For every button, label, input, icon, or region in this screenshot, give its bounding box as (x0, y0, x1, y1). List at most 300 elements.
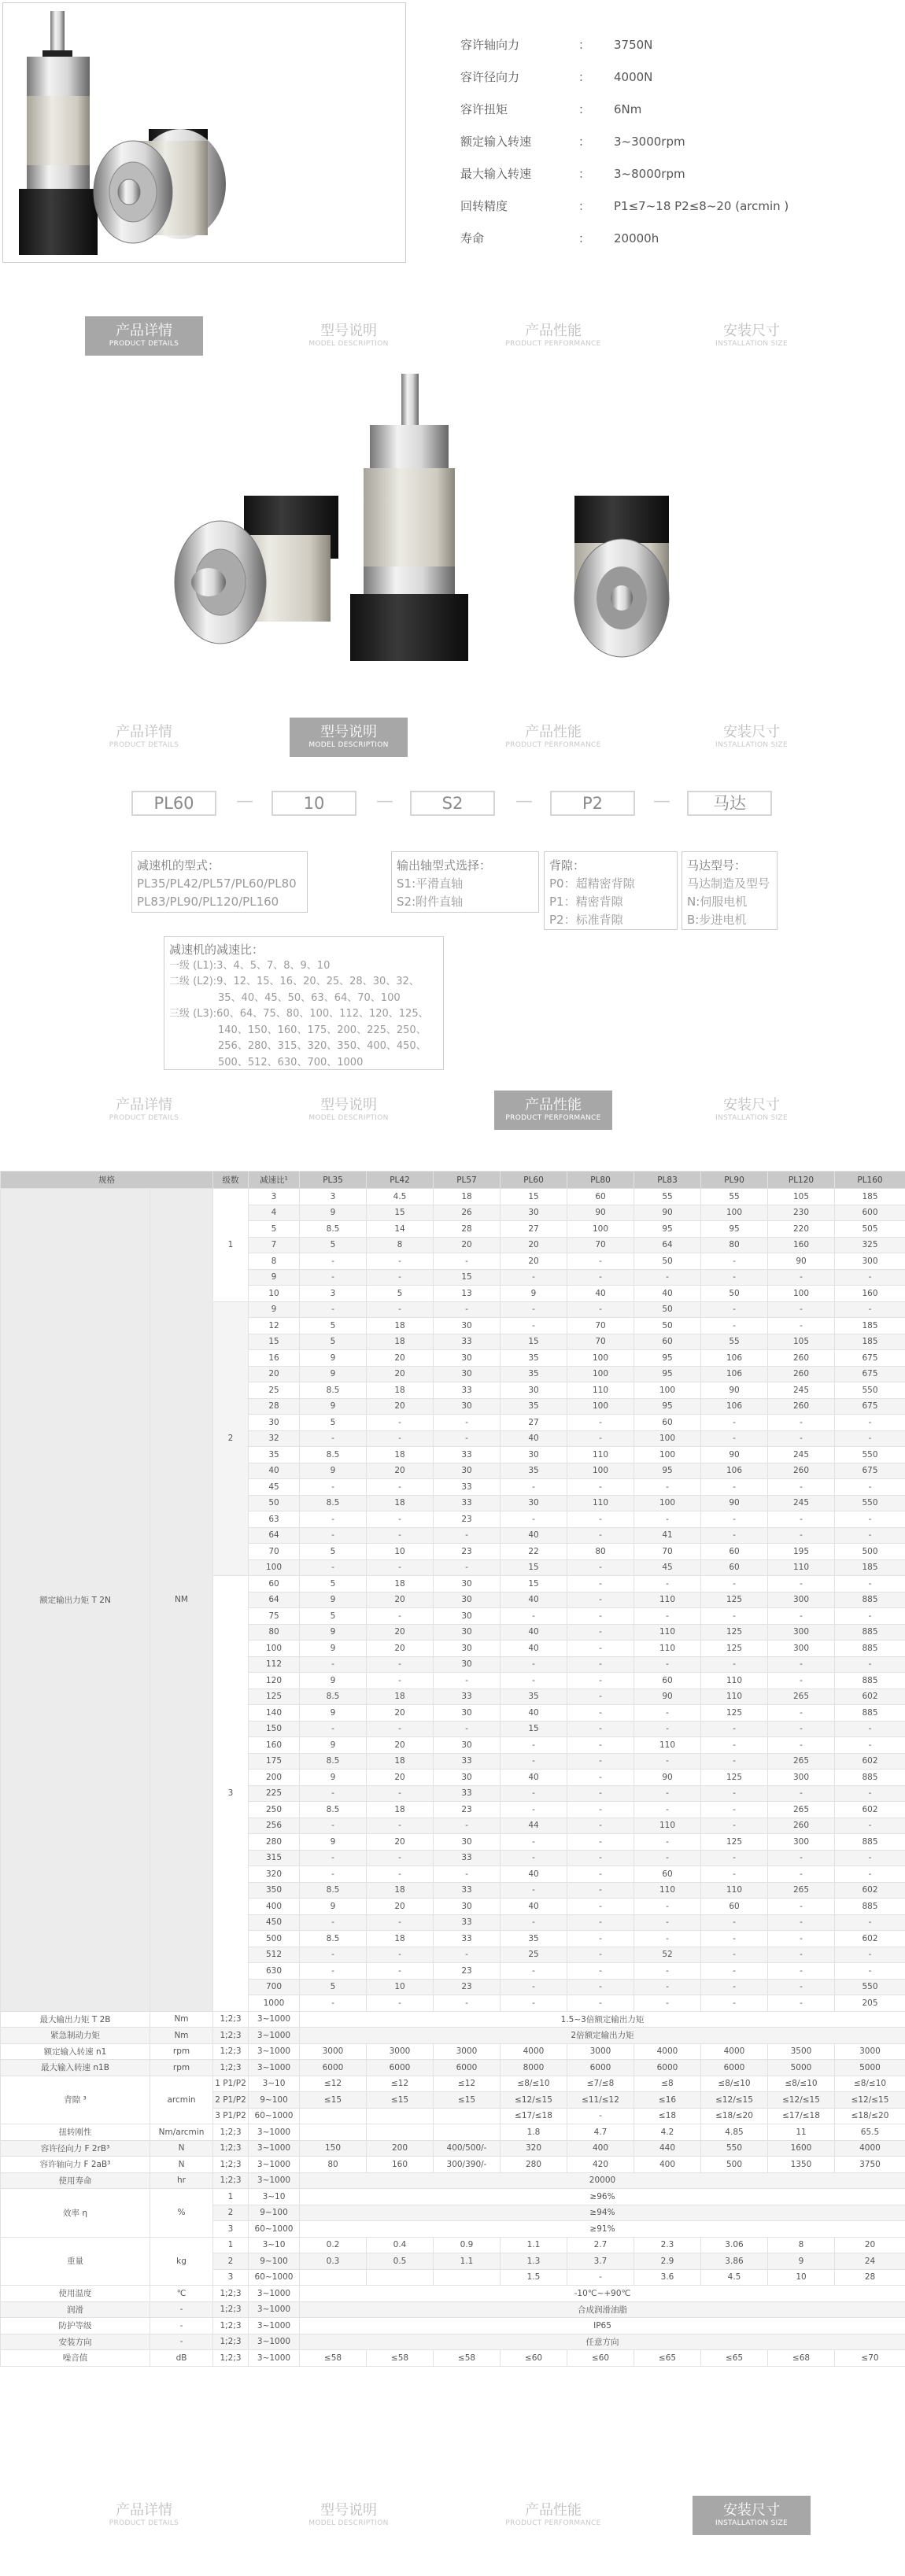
table-cell: - (300, 1866, 367, 1883)
table-cell: - (367, 1995, 434, 2012)
table-cell: 30 (249, 1415, 300, 1431)
table-cell: 100 (567, 1398, 634, 1415)
tab-label: 产品性能 (525, 724, 582, 740)
tab-label: 型号说明 (320, 323, 377, 339)
table-cell: - (835, 1269, 905, 1286)
tab-sublabel: MODEL DESCRIPTION (308, 741, 389, 749)
table-cell: - (634, 1656, 701, 1673)
table-cell: 20 (367, 1592, 434, 1608)
table-cell: 885 (835, 1899, 905, 1915)
table-cell: 9 (300, 1640, 367, 1657)
table-cell: ≤58 (434, 2350, 501, 2367)
spec-row (460, 230, 659, 246)
tab-installation-size[interactable] (693, 2496, 811, 2535)
table-cell: ≤17/≤18 (501, 2108, 567, 2124)
header-cell: PL60 (501, 1172, 567, 1189)
table-cell: - (768, 1899, 835, 1915)
stage-cell: 3 (213, 2221, 249, 2238)
table-cell: 110 (634, 1624, 701, 1640)
table-cell: 885 (835, 1834, 905, 1851)
table-cell: 185 (835, 1318, 905, 1334)
table-cell: 70 (567, 1334, 634, 1350)
table-cell: - (501, 1963, 567, 1980)
table-cell: - (567, 2108, 634, 2124)
table-cell: - (501, 1656, 567, 1673)
table-cell: 125 (701, 1705, 768, 1722)
table-cell: 30 (501, 1205, 567, 1221)
table-cell: 90 (567, 1205, 634, 1221)
table-cell: 265 (768, 1753, 835, 1770)
table-cell: 400/500/- (434, 2140, 501, 2157)
gearbox-product-image (3, 3, 405, 262)
table-cell: 40 (501, 1624, 567, 1640)
note-line: P0：超精密背隙 (549, 877, 635, 891)
table-cell: - (300, 1818, 367, 1834)
table-cell: 185 (835, 1189, 905, 1205)
table-row (1, 2334, 905, 2350)
header-cell: 规格 (1, 1172, 213, 1189)
spec-row (460, 101, 641, 117)
table-cell: 20 (501, 1253, 567, 1270)
table-cell: 15 (501, 1189, 567, 1205)
table-cell: - (768, 1527, 835, 1544)
table-cell: - (300, 1527, 367, 1544)
table-cell: 550 (835, 1979, 905, 1995)
tab-sublabel: INSTALLATION SIZE (715, 340, 788, 348)
table-cell: 205 (835, 1995, 905, 2012)
table-cell: 30 (434, 1737, 501, 1754)
table-cell: 700 (249, 1979, 300, 1995)
table-cell: 60 (701, 1899, 768, 1915)
tab-product-details[interactable] (85, 1091, 203, 1130)
table-cell: 4.85 (701, 2124, 768, 2141)
spec-label: 额定输入转速 (460, 135, 532, 149)
tab-model-description[interactable] (290, 316, 408, 356)
table-cell: 3000 (434, 2043, 501, 2060)
table-cell: 20 (367, 1366, 434, 1382)
stage-cell: 1;2;3 (213, 2043, 249, 2060)
table-cell: - (701, 1963, 768, 1980)
table-cell: 33 (434, 1495, 501, 1511)
table-cell: 90 (701, 1495, 768, 1511)
tab-product-performance[interactable] (494, 316, 612, 356)
table-cell: 885 (835, 1640, 905, 1657)
stage-cell: 1;2;3 (213, 2157, 249, 2173)
table-cell: 602 (835, 1753, 905, 1770)
table-cell: 20 (501, 1237, 567, 1253)
table-cell: - (567, 1802, 634, 1818)
table-cell: 4 (249, 1205, 300, 1221)
table-cell: 40 (501, 1899, 567, 1915)
spec-value: 3~8000rpm (614, 167, 685, 181)
table-cell: - (634, 1802, 701, 1818)
table-cell (367, 2108, 434, 2124)
ratio-cell: 3~1000 (249, 2301, 300, 2318)
table-cell: - (300, 1269, 367, 1286)
tab-sublabel: PRODUCT DETAILS (109, 340, 179, 348)
table-cell: ≤65 (701, 2350, 768, 2367)
table-cell: 30 (434, 1350, 501, 1367)
table-cell: 885 (835, 1624, 905, 1640)
ratio-cell: 3~10 (249, 2189, 300, 2205)
table-cell: - (768, 1850, 835, 1866)
table-cell: - (567, 1753, 634, 1770)
table-cell: - (701, 1576, 768, 1592)
table-cell: - (701, 1818, 768, 1834)
header-cell: 减速比¹ (249, 1172, 300, 1189)
row-label: 容许轴向力 F 2aB³ (1, 2157, 150, 2173)
table-cell: 33 (434, 1785, 501, 1802)
table-cell: ≤58 (300, 2350, 367, 2367)
row-unit: rpm (150, 2043, 213, 2060)
tab-label: 产品详情 (116, 323, 172, 339)
row-label: 最大输出力矩 T 2B (1, 2011, 150, 2028)
table-cell: 300 (835, 1253, 905, 1270)
table-cell: - (434, 1947, 501, 1963)
table-cell: - (567, 1479, 634, 1496)
row-label: 使用温度 (1, 2286, 150, 2302)
stage-cell: 2 (213, 2253, 249, 2270)
table-row (1, 2124, 905, 2141)
tab-model-description[interactable] (290, 1091, 408, 1130)
table-cell: 5 (300, 1237, 367, 1253)
tab-sublabel: PRODUCT PERFORMANCE (505, 741, 601, 749)
table-cell: 125 (701, 1834, 768, 1851)
table-cell: 5000 (835, 2060, 905, 2076)
spec-colon: ： (578, 231, 591, 245)
table-cell: - (567, 1269, 634, 1286)
tab-sublabel: PRODUCT DETAILS (109, 741, 179, 749)
spec-value: 3~3000rpm (614, 135, 685, 149)
table-cell: 18 (367, 1334, 434, 1350)
table-cell: - (768, 1318, 835, 1334)
table-cell: 1350 (768, 2157, 835, 2173)
spec-label: 容许扭矩 (460, 102, 508, 116)
table-cell: 50 (634, 1301, 701, 1318)
table-cell: 245 (768, 1382, 835, 1399)
table-cell: 33 (434, 1882, 501, 1899)
table-cell: 95 (634, 1366, 701, 1382)
table-cell: 675 (835, 1350, 905, 1367)
stage-cell: 3 (213, 1576, 249, 2012)
table-cell: 11 (768, 2124, 835, 2141)
table-cell: - (367, 1269, 434, 1286)
table-cell: - (634, 1834, 701, 1851)
table-cell: 500 (249, 1931, 300, 1947)
tab-label: 产品性能 (525, 2502, 582, 2519)
ratio-cell: 3~1000 (249, 2140, 300, 2157)
table-cell: - (501, 1850, 567, 1866)
table-cell: ≤18 (634, 2108, 701, 2124)
table-cell: - (434, 1415, 501, 1431)
table-cell: 23 (434, 1963, 501, 1980)
table-cell: 110 (768, 1559, 835, 1576)
performance-table (0, 1171, 905, 2367)
table-cell: ≤12/≤15 (501, 2092, 567, 2109)
table-cell: 40 (501, 1770, 567, 1786)
table-cell: 160 (249, 1737, 300, 1754)
row-label: 容许径向力 F 2rB³ (1, 2140, 150, 2157)
table-cell: - (567, 1979, 634, 1995)
table-cell: 40 (249, 1463, 300, 1479)
table-cell: 4000 (701, 2043, 768, 2060)
table-cell: 9 (300, 1205, 367, 1221)
table-cell: 25 (501, 1947, 567, 1963)
table-cell: 27 (501, 1415, 567, 1431)
row-label: 安装方向 (1, 2334, 150, 2350)
table-cell: 125 (249, 1688, 300, 1705)
table-cell: 95 (634, 1463, 701, 1479)
table-cell: - (835, 1430, 905, 1447)
table-cell: 30 (434, 1463, 501, 1479)
table-cell: 110 (634, 1737, 701, 1754)
table-cell: ≤60 (567, 2350, 634, 2367)
tab-installation-size[interactable] (693, 316, 811, 356)
table-cell: 4000 (835, 2140, 905, 2157)
table-cell: 1600 (768, 2140, 835, 2157)
tab-sublabel: PRODUCT PERFORMANCE (505, 1114, 601, 1122)
tab-sublabel: MODEL DESCRIPTION (308, 2519, 389, 2527)
table-cell: 1.8 (501, 2124, 567, 2141)
ratio-cell: 3~1000 (249, 2172, 300, 2189)
table-cell: 9 (300, 1673, 367, 1689)
table-cell: ≤18/≤20 (701, 2108, 768, 2124)
tab-sublabel: PRODUCT PERFORMANCE (505, 2519, 601, 2527)
table-cell: 75 (249, 1608, 300, 1625)
table-cell: 63 (249, 1511, 300, 1528)
spec-value: 3750N (614, 38, 653, 52)
table-cell: 265 (768, 1802, 835, 1818)
table-cell: 24 (835, 2253, 905, 2270)
table-cell: 420 (567, 2157, 634, 2173)
table-cell: 23 (434, 1979, 501, 1995)
tab-product-details[interactable] (85, 2496, 203, 2535)
table-cell: - (768, 1705, 835, 1722)
table-cell: - (434, 1995, 501, 2012)
table-cell: 602 (835, 1931, 905, 1947)
row-label: 最大输入转速 n1B (1, 2060, 150, 2076)
table-cell: 18 (367, 1882, 434, 1899)
spec-colon: ： (578, 135, 591, 149)
table-cell: ≤15 (300, 2092, 367, 2109)
table-cell: 6000 (434, 2060, 501, 2076)
table-cell: 100 (249, 1640, 300, 1657)
table-cell: 9 (249, 1269, 300, 1286)
table-cell: - (835, 1479, 905, 1496)
ratio-cell: 3~1000 (249, 2043, 300, 2060)
table-cell: 60 (567, 1189, 634, 1205)
stage-cell: 1;2;3 (213, 2318, 249, 2334)
table-cell: 20 (367, 1737, 434, 1754)
table-cell: 55 (701, 1334, 768, 1350)
table-cell: 33 (434, 1850, 501, 1866)
table-cell: 602 (835, 1802, 905, 1818)
table-cell: 10 (367, 1544, 434, 1560)
stage-cell: 2 (213, 2205, 249, 2221)
table-cell: 1.3 (501, 2253, 567, 2270)
table-cell: - (768, 1866, 835, 1883)
table-cell: - (367, 1511, 434, 1528)
span-cell: 任意方向 (300, 2334, 905, 2350)
table-cell: 100 (567, 1221, 634, 1238)
table-cell: 18 (367, 1495, 434, 1511)
table-cell: 0.2 (300, 2237, 367, 2253)
header-cell: PL57 (434, 1172, 501, 1189)
table-cell: ≤8/≤10 (501, 2076, 567, 2092)
tab-label: 安装尺寸 (723, 323, 780, 339)
table-cell: 106 (701, 1398, 768, 1415)
stage-cell: 3 (213, 2269, 249, 2286)
table-cell: 885 (835, 1770, 905, 1786)
span-cell: ≥96% (300, 2189, 905, 2205)
table-cell: 220 (768, 1221, 835, 1238)
stage-cell: 3 P1/P2 (213, 2108, 249, 2124)
table-cell: 5 (300, 1576, 367, 1592)
table-cell: 600 (835, 1205, 905, 1221)
note-line: P1：精密背隙 (549, 895, 623, 909)
table-row (1, 2043, 905, 2060)
table-cell: - (367, 1850, 434, 1866)
tab-model-description[interactable] (290, 2496, 408, 2535)
spec-label: 容许轴向力 (460, 38, 520, 52)
table-cell: 50 (634, 1318, 701, 1334)
row-unit: hr (150, 2172, 213, 2189)
table-cell: - (367, 1673, 434, 1689)
table-cell: 30 (434, 1608, 501, 1625)
table-cell: 3.6 (634, 2269, 701, 2286)
tab-product-performance[interactable] (494, 2496, 612, 2535)
table-header-row (1, 1172, 905, 1189)
table-cell: - (567, 1640, 634, 1657)
table-cell: 3000 (835, 2043, 905, 2060)
table-cell: 300/390/- (434, 2157, 501, 2173)
table-cell: 106 (701, 1463, 768, 1479)
stage-cell: 1;2;3 (213, 2350, 249, 2367)
table-cell: 35 (501, 1398, 567, 1415)
spec-colon: ： (578, 199, 591, 213)
ratio-cell: 9~100 (249, 2253, 300, 2270)
tab-label: 型号说明 (320, 724, 377, 740)
table-cell: 256 (249, 1818, 300, 1834)
table-cell: - (634, 1931, 701, 1947)
table-cell: 9 (249, 1301, 300, 1318)
table-cell: - (501, 1318, 567, 1334)
table-cell: ≤8 (634, 2076, 701, 2092)
tab-label: 安装尺寸 (723, 724, 780, 740)
table-cell: 10 (367, 1979, 434, 1995)
tab-label: 型号说明 (320, 2502, 377, 2519)
table-cell: - (567, 1785, 634, 1802)
header-cell: PL160 (835, 1172, 905, 1189)
spec-label: 最大输入转速 (460, 167, 532, 181)
tab-product-performance[interactable] (494, 1091, 612, 1130)
table-cell: ≤12 (434, 2076, 501, 2092)
stage-cell: 1 (213, 1189, 249, 1302)
table-cell: 40 (501, 1705, 567, 1722)
table-cell: ≤60 (501, 2350, 567, 2367)
table-cell: 50 (634, 1253, 701, 1270)
table-cell: - (634, 1721, 701, 1737)
table-cell: - (768, 1673, 835, 1689)
tab-label: 产品性能 (525, 323, 582, 339)
header-cell: PL120 (768, 1172, 835, 1189)
table-cell: 9 (501, 1286, 567, 1302)
table-cell: 8.5 (300, 1495, 367, 1511)
row-unit: rpm (150, 2060, 213, 2076)
table-cell: 125 (701, 1770, 768, 1786)
table-cell: 500 (835, 1544, 905, 1560)
header-cell: PL35 (300, 1172, 367, 1189)
tab-sublabel: INSTALLATION SIZE (715, 741, 788, 749)
table-cell: 60 (634, 1673, 701, 1689)
tab-product-performance[interactable] (494, 718, 612, 757)
table-cell: - (768, 1995, 835, 2012)
spec-label: 回转精度 (460, 199, 508, 213)
table-cell: 120 (249, 1673, 300, 1689)
code-series: PL60 (131, 791, 216, 816)
table-cell: 95 (634, 1350, 701, 1367)
ratio-cell: 60~1000 (249, 2108, 300, 2124)
tab-product-details[interactable] (85, 718, 203, 757)
table-cell: - (634, 1995, 701, 2012)
table-cell: 9 (300, 1398, 367, 1415)
table-cell: - (634, 1753, 701, 1770)
table-cell: - (701, 1479, 768, 1496)
stage-cell: 1;2;3 (213, 2334, 249, 2350)
table-cell: 12 (249, 1318, 300, 1334)
table-cell: 160 (835, 1286, 905, 1302)
table-cell: - (768, 1430, 835, 1447)
table-cell: 10 (249, 1286, 300, 1302)
note-line: 256、280、315、320、350、400、450、 (218, 1040, 427, 1052)
table-cell: 602 (835, 1688, 905, 1705)
table-cell: 70 (567, 1318, 634, 1334)
note-title: 输出轴型式选择： (397, 858, 492, 873)
table-cell: - (701, 1527, 768, 1544)
table-cell: 18 (367, 1447, 434, 1463)
tab-product-details[interactable] (85, 316, 203, 356)
table-cell: 110 (634, 1640, 701, 1657)
tab-model-description[interactable] (290, 718, 408, 757)
header-cell: PL83 (634, 1172, 701, 1189)
table-cell: ≤58 (367, 2350, 434, 2367)
table-cell: 8.5 (300, 1882, 367, 1899)
table-cell: 260 (768, 1398, 835, 1415)
code-ratio: 10 (272, 791, 356, 816)
table-cell: 8.5 (300, 1221, 367, 1238)
table-cell: 40 (501, 1527, 567, 1544)
table-cell: 64 (249, 1592, 300, 1608)
tab-sublabel: INSTALLATION SIZE (715, 2519, 788, 2527)
table-cell: 41 (634, 1527, 701, 1544)
tab-installation-size[interactable] (693, 1091, 811, 1130)
tab-installation-size[interactable] (693, 718, 811, 757)
table-cell: 20 (367, 1705, 434, 1722)
table-cell: - (701, 1914, 768, 1931)
stage-cell: 1 P1/P2 (213, 2076, 249, 2092)
table-cell: 15 (249, 1334, 300, 1350)
table-cell: 265 (768, 1688, 835, 1705)
spec-row (460, 197, 789, 214)
table-cell: 18 (367, 1753, 434, 1770)
table-cell: - (835, 1415, 905, 1431)
ratio-cell: 3~1000 (249, 2157, 300, 2173)
table-cell: 602 (835, 1882, 905, 1899)
table-cell: ≤15 (367, 2092, 434, 2109)
table-cell: - (567, 1770, 634, 1786)
tab-label: 产品详情 (116, 724, 172, 740)
row-label: 噪音值 (1, 2350, 150, 2367)
